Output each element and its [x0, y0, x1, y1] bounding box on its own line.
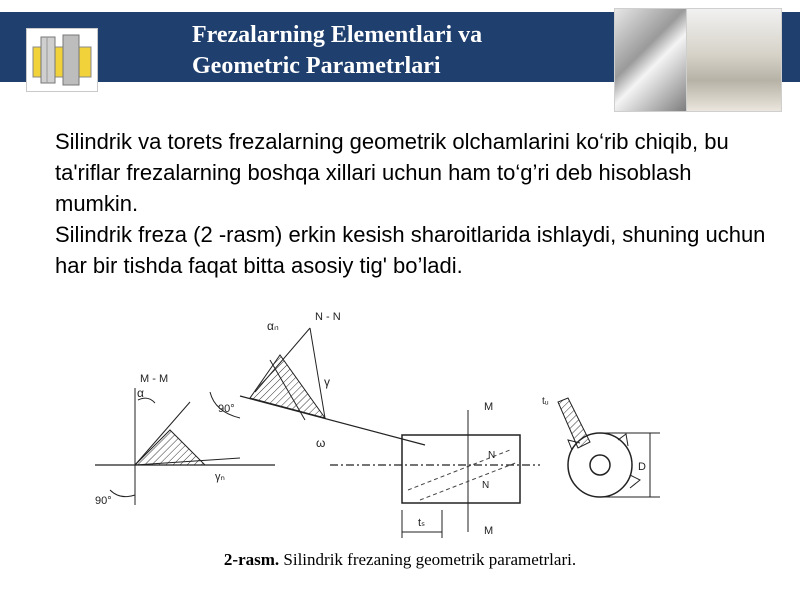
angle-90-left-label: 90°: [95, 495, 112, 507]
dim-d-label: D: [638, 461, 646, 473]
section-mm-drawing: [95, 373, 275, 507]
body-text: [55, 126, 775, 281]
logo-image: [26, 28, 98, 92]
section-mm-label: M - M: [140, 373, 169, 385]
page-title: [192, 20, 612, 82]
section-nn-drawing: [210, 311, 425, 450]
mark-m-top: M: [484, 401, 494, 413]
mark-n-top: N: [488, 450, 496, 461]
dim-t-label: tₛ: [418, 517, 426, 529]
alpha-label: α: [137, 386, 144, 400]
milling-cutter-photo: [614, 8, 688, 112]
caption-bold: 2-rasm.: [223, 550, 280, 569]
title-line-1: Frezalarning Elementlari va: [192, 22, 483, 48]
caption-text: Silindrik frezaning geometrik parametrlari.: [279, 550, 577, 569]
cutter-body-drawing: [330, 401, 540, 538]
figure-caption: [0, 550, 800, 570]
cutting-tools-photo: [686, 8, 782, 112]
tz-label: tᵤ: [542, 396, 549, 407]
paragraph-1: Silindrik va torets frezalarning geometrik olchamlarini ko‘rib chiqib, bu ta'riflar frezalarning boshqa xillari uchun ham to‘g’ri deb hisoblash mumkin.: [55, 129, 729, 216]
cutter-end-view-drawing: [542, 396, 660, 497]
mark-n-bottom: N: [482, 480, 490, 491]
mark-m-bottom: M: [484, 525, 494, 537]
gamma-label: γ: [324, 375, 330, 389]
title-line-2: Geometric Parametrlari: [192, 53, 441, 79]
gamma-n-label-left: γₙ: [215, 471, 225, 483]
alpha-n-label: αₙ: [267, 319, 279, 333]
section-nn-label: N - N: [315, 311, 341, 323]
angle-90-top-label: 90°: [218, 403, 235, 415]
technical-drawing: [90, 300, 670, 545]
omega-label: ω: [316, 436, 326, 450]
paragraph-2: Silindrik freza (2 -rasm) erkin kesish sharoitlarida ishlaydi, shuning uchun har bir tishda faqat bitta asosiy tig' bo’ladi.: [55, 222, 766, 278]
